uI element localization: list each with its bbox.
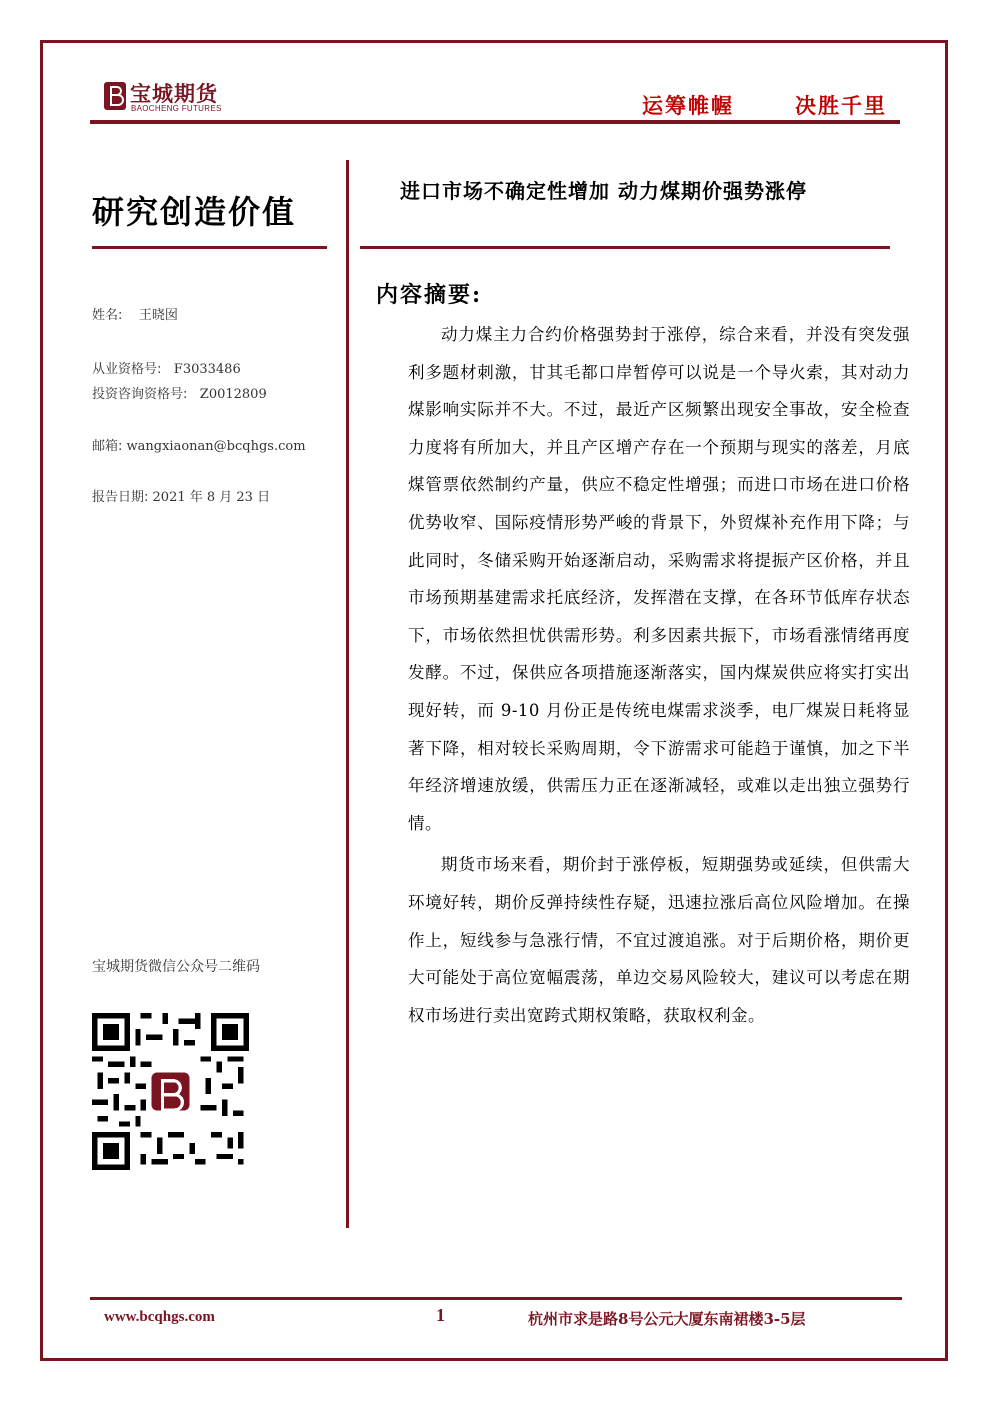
summary-body — [408, 316, 910, 1034]
summary-heading: 内容摘要: — [376, 282, 483, 308]
slogan-right: 决胜千里 — [795, 93, 887, 118]
sidebar-title-underline — [92, 246, 327, 249]
header-divider — [90, 120, 900, 124]
company-logo — [104, 78, 304, 118]
sidebar-title: 研究创造价值 — [92, 193, 297, 231]
logo-english-name: BAOCHENG FUTURES — [131, 104, 222, 113]
report-date — [92, 486, 270, 505]
footer-website-link[interactable]: www.bcqhgs.com — [104, 1309, 215, 1325]
date-value: 2021 年 8 月 23 日 — [152, 490, 271, 505]
baocheng-b-logo-icon — [104, 78, 128, 114]
page-number: 1 — [436, 1305, 445, 1325]
license1-value: F3033486 — [173, 362, 241, 377]
email-label: 邮箱: — [92, 439, 123, 454]
practice-license — [92, 358, 241, 377]
wechat-qr-code-icon — [92, 1013, 249, 1170]
qr-caption: 宝城期货微信公众号二维码 — [92, 959, 260, 975]
summary-paragraph-1: 动力煤主力合约价格强势封于涨停，综合来看，并没有突发强利多题材刺激，甘其毛都口岸暂停可以说是一个导火索，其对动力煤影响实际并不大。不过，最近产区频繁出现安全事故，安全检查力度将有所加大，并且产区增产存在一个预期与现实的落差，月底煤管票依然制约产量，供应不稳定性增强；而进口市场在进口价格优势收窄、国际疫情形势严峻的背景下，外贸煤补充作用下降；与此同时，冬储采购开始逐渐启动，采购需求将提振产区价格，并且市场预期基建需求托底经济，发挥潜在支撑，在各环节低库存状态下，市场依然担忧供需形势。利多因素共振下，市场看涨情绪再度发酵。不过，保供应各项措施逐渐落实，国内煤炭供应将实打实出现好转，而 9-10 月份正是传统电煤需求淡季，电厂煤炭日耗将显著下降，相对较长采购周期，令下游需求可能趋于谨慎，加之下半年经济增速放缓，供需压力正在逐渐减轻，或难以走出独立强势行情。 — [408, 325, 910, 833]
analyst-email — [92, 435, 306, 454]
email-value[interactable]: wangxiaonan@bcqhgs.com — [126, 439, 306, 454]
license2-label: 投资咨询资格号: — [92, 387, 188, 402]
footer-divider — [90, 1297, 902, 1300]
slogan-left: 运筹帷幄 — [642, 93, 734, 118]
report-title-underline — [360, 246, 890, 249]
license1-label: 从业资格号: — [92, 362, 162, 377]
consulting-license — [92, 383, 267, 402]
column-divider — [346, 160, 349, 1228]
report-title: 进口市场不确定性增加 动力煤期价强势涨停 — [400, 179, 807, 203]
date-label: 报告日期: — [92, 490, 149, 505]
license2-value: Z0012809 — [199, 387, 267, 402]
summary-paragraph-2: 期货市场来看，期价封于涨停板，短期强势或延续，但供需大环境好转，期价反弹持续性存疑，迅速拉涨后高位风险增加。在操作上，短线参与急涨行情，不宜过渡追涨。对于后期价格，期价更大可能处于高位宽幅震荡，单边交易风险较大，建议可以考虑在期权市场进行卖出宽跨式期权策略，获取权利金。 — [408, 855, 910, 1025]
footer-address: 杭州市求是路8号公元大厦东南裙楼3-5层 — [528, 1310, 806, 1328]
analyst-name — [92, 304, 178, 323]
name-value: 王晓囡 — [138, 308, 178, 323]
logo-chinese-name: 宝城期货 — [130, 81, 218, 106]
name-label: 姓名: — [92, 308, 123, 323]
